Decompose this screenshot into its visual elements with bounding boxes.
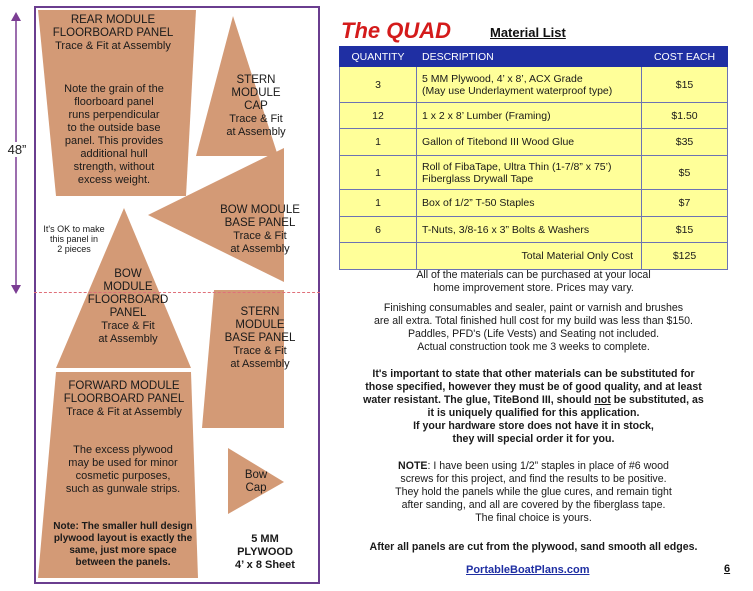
table-row xyxy=(340,156,728,190)
row-qty: 1 xyxy=(340,190,417,217)
col-description: DESCRIPTION xyxy=(417,47,642,67)
bow-floorboard-label: BOW MODULE FLOORBOARD PANEL Trace & Fit at Assembly xyxy=(87,268,169,345)
table-row xyxy=(340,67,728,103)
staples-note: NOTE: I have been using 1/2” staples in place of #6 wood screws for this project, and find the results to be positive. They hold the panels while the glue cures, and remain tight after sanding, and all are covered by the fiberglass tape. The final choice is yours. xyxy=(395,460,672,524)
row-cost: $1.50 xyxy=(642,103,728,129)
finishing-note: Finishing consumables and sealer, paint or varnish and brushes are all extra. Total finished hull cost for my build was less than $150. Paddles, PFD's (Life Vests) and Seating not included. Actual construction took me 3 weeks to complete. xyxy=(374,302,693,353)
table-row xyxy=(340,103,728,129)
bow-cap-label: Bow Cap xyxy=(244,469,268,494)
stern-base-label: STERN MODULE BASE PANEL Trace & Fit at Assembly xyxy=(224,306,296,370)
table-header-row xyxy=(340,47,728,67)
forward-panel-label: FORWARD MODULE FLOORBOARD PANEL Trace & Fit at Assembly xyxy=(63,380,185,418)
row-desc: 5 MM Plywood, 4’ x 8’, ACX Grade (May use Underlayment waterproof type) xyxy=(417,67,642,103)
plywood-spec-label: 5 MM PLYWOOD 4’ x 8 Sheet xyxy=(235,533,295,571)
row-desc: T-Nuts, 3/8-16 x 3” Bolts & Washers xyxy=(417,217,642,243)
row-cost: $15 xyxy=(642,217,728,243)
stern-cap-label: STERN MODULE CAP Trace & Fit at Assembly xyxy=(226,74,286,138)
table-row xyxy=(340,217,728,243)
availability-note: All of the materials can be purchased at your local home improvement store. Prices may vary. xyxy=(416,269,651,294)
row-qty: 3 xyxy=(340,67,417,103)
page-title: The QUAD xyxy=(341,18,451,43)
row-qty: 12 xyxy=(340,103,417,129)
dimension-label: 48” xyxy=(2,142,32,157)
row-cost: $7 xyxy=(642,190,728,217)
row-desc: 1 x 2 x 8’ Lumber (Framing) xyxy=(417,103,642,129)
forward-panel-note: The excess plywood may be used for minor cosmetic purposes, such as gunwale strips. xyxy=(65,444,181,495)
row-desc: Gallon of Titebond III Wood Glue xyxy=(417,129,642,156)
page-number: 6 xyxy=(724,563,731,575)
total-row xyxy=(340,243,728,270)
row-desc: Box of 1/2” T-50 Staples xyxy=(417,190,642,217)
substitution-note: It's important to state that other materials can be substituted for those specified, however they must be of good quality, and at least water resistant. The glue, TiteBond III, should not be substituted, as it is uniquely qualified for this application. If your hardware store does not have it in stock, they will special order it for you. xyxy=(363,368,704,445)
row-qty: 1 xyxy=(340,156,417,190)
rear-panel-label: REAR MODULE FLOORBOARD PANEL Trace & Fit at Assembly xyxy=(52,14,174,52)
row-cost: $15 xyxy=(642,67,728,103)
smaller-hull-note: Note: The smaller hull design plywood layout is exactly the same, just more space between the panels. xyxy=(53,521,193,568)
table-row xyxy=(340,190,728,217)
table-row xyxy=(340,129,728,156)
row-qty: 1 xyxy=(340,129,417,156)
row-cost: $5 xyxy=(642,156,728,190)
row-cost: $35 xyxy=(642,129,728,156)
total-label: Total Material Only Cost xyxy=(417,243,642,270)
sanding-note: After all panels are cut from the plywood, sand smooth all edges. xyxy=(369,541,698,553)
bow-base-label: BOW MODULE BASE PANEL Trace & Fit at Assembly xyxy=(220,204,300,255)
material-table xyxy=(339,46,728,270)
row-desc: Roll of FibaTape, Ultra Thin (1-7/8” x 75’) Fiberglass Drywall Tape xyxy=(417,156,642,190)
website-link[interactable]: PortableBoatPlans.com xyxy=(466,564,590,576)
two-piece-note: It's OK to make this panel in 2 pieces xyxy=(43,224,105,254)
rear-panel-note: Note the grain of the floorboard panel runs perpendicular to the outside base panel. This provides additional hull strength, without excess weight. xyxy=(64,83,164,186)
material-list-heading: Material List xyxy=(490,25,566,40)
col-cost: COST EACH xyxy=(642,47,728,67)
row-qty: 6 xyxy=(340,217,417,243)
col-quantity: QUANTITY xyxy=(340,47,417,67)
sheet-cut-line xyxy=(34,292,320,293)
total-cost: $125 xyxy=(642,243,728,270)
